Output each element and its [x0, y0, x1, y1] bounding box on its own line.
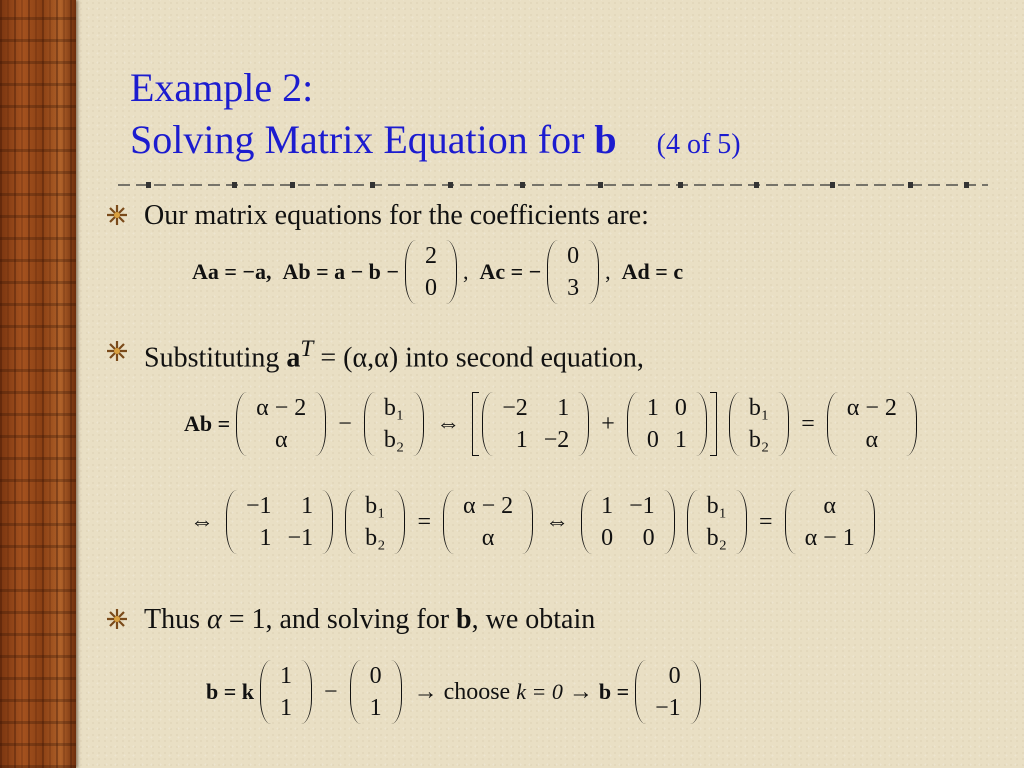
equation-4: b = k 1 1 − 0 1 → choose k = 0 → b = 0 −1 [206, 660, 707, 724]
bullet-3-text: Thus α = 1, and solving for b, we obtain [144, 604, 596, 635]
vector-2-0: 2 0 [405, 240, 457, 304]
dashed-divider [118, 180, 988, 190]
title-line-2: Solving Matrix Equation for b (4 of 5) [130, 117, 741, 162]
equation-2: Ab = α − 2 α − b₁ b₂ ⇔ −2 1 1 −2 + 1 0 0 1 b₁ b₂ = α − 2 α [184, 392, 923, 456]
bullet-1-text: Our matrix equations for the coefficients are: [144, 200, 649, 231]
decorative-side-bar [0, 0, 76, 768]
vector-0-3: 0 3 [547, 240, 599, 304]
star-bullet-icon [106, 204, 128, 226]
equation-3: ⇔ −1 1 1 −1 b₁ b₂ = α − 2 α ⇔ 1 −1 0 0 b₁ b₂ = α α − 1 [184, 490, 881, 554]
title-line-1: Example 2: [130, 65, 314, 110]
bullet-2-text: Substituting $a^T = (\alpha,\alpha)$ into second equation, [144, 336, 644, 374]
star-bullet-icon [106, 340, 128, 362]
slide-counter: (4 of 5) [656, 129, 741, 160]
slide-title [130, 62, 741, 171]
star-bullet-icon [106, 608, 128, 630]
equation-1: Aa = −a, Ab = a − b − 2 0 , Ac = − 0 3 , Ad = c [192, 240, 683, 304]
